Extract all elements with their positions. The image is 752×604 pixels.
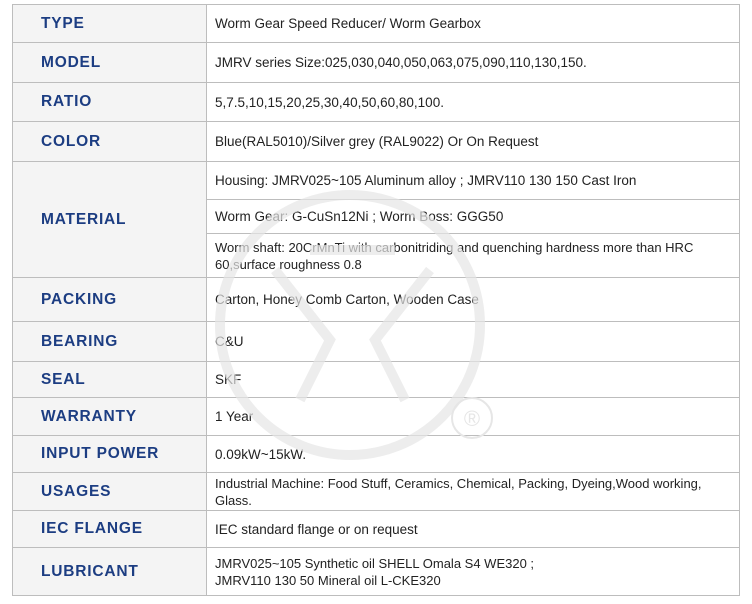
spec-table-container	[12, 4, 740, 596]
row-value-color: Blue(RAL5010)/Silver grey (RAL9022) Or On Request	[207, 122, 740, 162]
spec-table	[12, 4, 740, 596]
row-value-iec-flange: IEC standard flange or on request	[207, 511, 740, 548]
row-value-packing: Carton, Honey Comb Carton, Wooden Case	[207, 278, 740, 322]
lubricant-line-2: JMRV110 130 50 Mineral oil L-CKE320	[215, 572, 441, 588]
table-row	[13, 398, 740, 436]
row-value-seal: SKF	[207, 362, 740, 398]
row-label-lubricant: LUBRICANT	[13, 548, 207, 596]
table-row	[13, 162, 740, 278]
table-row	[13, 5, 740, 43]
row-value-ratio: 5,7.5,10,15,20,25,30,40,50,60,80,100.	[207, 83, 740, 122]
row-value-lubricant	[207, 548, 740, 596]
material-worm-shaft: Worm shaft: 20CrMnTi with carbonitriding and quenching hardness more than HRC 60,surface roughness 0.8	[215, 239, 694, 272]
row-value-bearing: C&U	[207, 322, 740, 362]
svg-text:®: ®	[463, 406, 481, 431]
table-row	[13, 43, 740, 83]
row-value-model: JMRV series Size:025,030,040,050,063,075,090,110,130,150.	[207, 43, 740, 83]
lubricant-line-1: JMRV025~105 Synthetic oil SHELL Omala S4 WE320 ;	[215, 555, 535, 571]
row-label-model: MODEL	[13, 43, 207, 83]
row-label-material: MATERIAL	[13, 162, 207, 278]
row-label-bearing: BEARING	[13, 322, 207, 362]
table-row	[13, 122, 740, 162]
table-row	[13, 83, 740, 122]
table-row	[13, 278, 740, 322]
row-value-warranty: 1 Year	[207, 398, 740, 436]
table-row	[13, 436, 740, 473]
row-label-packing: PACKING	[13, 278, 207, 322]
row-value-type: Worm Gear Speed Reducer/ Worm Gearbox	[207, 5, 740, 43]
row-label-color: COLOR	[13, 122, 207, 162]
table-row	[13, 548, 740, 596]
row-label-ratio: RATIO	[13, 83, 207, 122]
table-row	[13, 511, 740, 548]
row-label-iec-flange: IEC FLANGE	[13, 511, 207, 548]
table-row	[13, 473, 740, 511]
table-row	[13, 362, 740, 398]
row-label-seal: SEAL	[13, 362, 207, 398]
row-label-warranty: WARRANTY	[13, 398, 207, 436]
row-value-usages: Industrial Machine: Food Stuff, Ceramics, Chemical, Packing, Dyeing,Wood working, Glass.	[207, 473, 740, 511]
row-label-input-power: INPUT POWER	[13, 436, 207, 473]
table-row	[13, 322, 740, 362]
row-value-input-power: 0.09kW~15kW.	[207, 436, 740, 473]
material-worm-gear: Worm Gear: G-CuSn12Ni ; Worm Boss: GGG50	[207, 200, 739, 234]
row-value-material	[207, 162, 740, 278]
row-label-usages: USAGES	[13, 473, 207, 511]
row-label-type: TYPE	[13, 5, 207, 43]
material-housing: Housing: JMRV025~105 Aluminum alloy ; JMRV110 130 150 Cast Iron	[207, 162, 739, 200]
